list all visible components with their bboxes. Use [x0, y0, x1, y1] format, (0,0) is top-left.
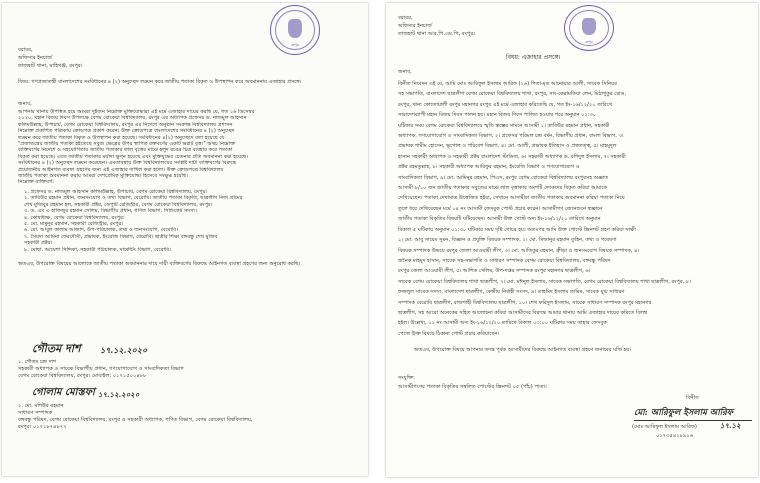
- signature-2: গোলাম মোস্তফা: [32, 387, 95, 398]
- signature-2-date: ১৭.১২.২০২০: [98, 390, 140, 399]
- enclosure-text: আসামীগণের পতাকা বিকৃতির সম্বলিত পোস্টের স্ক্রিনশট ০৫ (পাঁচ) পাতা।: [398, 384, 547, 390]
- signer-phone: ০১৭৩৫৪২৮৯২৬: [656, 433, 694, 439]
- to-line-2: অফিসার ইনচার্জ: [18, 55, 52, 61]
- signer-2-title: সাধারণ সম্পাদক: [18, 410, 53, 416]
- police-seal-right: রংপুর: [564, 5, 614, 51]
- signer-1-name: ১. গৌতম চন্দ্র দাশ: [18, 359, 57, 365]
- accused-list: ১. প্রফেসর ড. নাজমুল আহসান কলিমউল্লাহ, উপাচার্য, বেগম রোকেয়া বিশ্ববিদ্যালয়, রংপুর। ২. তাবিউর রহমান প্রধান, জনসংযোগ ও তথ্য বিভাগ, বেরোবি। জাতীয় পতাকা বিকৃতি, ছাত্রলীগ নিজ গ্রামের শেখ মুজিবুর রহমান হল, সহকারী প্রক্টর, ডেপুটি রেজিস্ট্রার, বেগম রোকেয়া বিশ্ববিদ্যালয়, রংপুর। ৩. ড. এম এ হাফিজুর রহমান সেলিম, বিভাগীয় প্রধান, গণিত বিভাগ, সিন্ডিকেট সদস্য। ৪. কোষাধ্যক্ষ, বেগম রোকেয়া বিশ্ববিদ্যালয়, রংপুর। ৫. মো. মামুনুর রহমান, সহকারী রেজিস্ট্রার, রংপুর। ৬. মো. আবুল কালাম আজাদ, উপ-পরিচালক, তথ্য ও জনসংযোগ, বেরোবি। ৭. সৈয়দা আমিনা ফেরদৌসী, প্রভাষক, ইংরেজি বিভাগ, বেরোবি। ছাত্রীর শিক্ষা বঙ্গবন্ধু শেখ মুজিব সহকারী প্রক্টর। ৮. মোছা. আয়েশা সিদ্দিকা, সহকারী পরিচালক, মার্কেটিং বিভাগ, বেরোবি।: [24, 189, 243, 253]
- signer-2-phone: রংপুর। ০১৭১৮৭৪৮৭৭: [18, 424, 67, 430]
- signoff: বিনীত: [686, 395, 699, 401]
- signature-date: ১৭.১২: [720, 421, 741, 430]
- to-line-1: বরাবর,: [398, 15, 413, 21]
- to-line-3: তাজহাট থানা আর.পি.এম.পি, রংপুর।: [398, 31, 476, 37]
- signature-1: গৌতম দাশ: [32, 342, 81, 355]
- enclosure-label: সংযুক্তি:: [398, 375, 415, 381]
- body-paragraph: বিনীত নিবেদন এই যে, আমি মোঃ আরিফুল ইসলাম আরিফ (২৬) পিতা-মৃত আনোয়ার আলী, সাবেক সিনিয়র সহ সভাপতি, বাংলাদেশ ছাত্রলীগ বেগম রোকেয়া বিশ্ববিদ্যালয় শাখা, রংপুর, সাং-কেরামতিয়া লেন, মিঠাপুকুর রোড, রংপুর, থানা কোতোয়ালী রংপুর মহানগর রংপুর এই মর্মে এজাহার করিতেছি যে, গত ইং-১৬/১২/২০ তারিখে সারাদেশব্যাপী মহান বিজয় দিবস পালন হয়। মহান বিজয় দিবস পালিত হওয়ার পরে অনুমান ০২:৩০ ঘটিকার সময় বেগম রোকেয়া বিশ্ববিদ্যালয়ে স্মৃতি স্তম্ভের সামনে আসামী ১। তাবিউর রহমান প্রধান, সহকারী অধ্যাপক, গণযোগাযোগ ও সাংবাদিকতা বিভাগ, ২। প্রফেসর পরিমল চন্দ্র বর্মন, বিভাগীয় প্রধান, বাংলা বিভাগ, ৩। প্রভাষক শামীম হোসেন, ভূগোল ও পরিবেশ বিভাগ, ৪। মো. আলী, প্রভাষক ইতিহাস ও প্রত্নতত্ত্ব, ৫। মাহমুদুল হাসান সহকারী অধ্যাপক ও সহকারী প্রক্টর বাংলাদেশ স্টাডিজ, ৬। সহকারী অধ্যাপক ড. রশিদুল ইসলাম, ৭। সহকারী প্রক্টর রহমতুল্লাহ, ৮। সহকারী অধ্যাপক আরিফুর রহমান, ইংরেজি বিভাগ ও গণযোগাযোগ ও সাংবাদিকতা বিভাগ, ৯। মো. আমিনুর রহমান, পিএস, রংপুর বেগম রোকেয়া বিশ্ববিদ্যালয় রংপুরসহ অজ্ঞাত আসামী ৮/১০ জন জাতীয় পতাকার সবুজের মাঝে লাল বৃত্তাকার অংশটি লোকদের বিকৃত করিয়া আমাকে দেখিয়েছেন। পতাকা দেখামাত্র উত্তেজিত হইয়া, সেখানে আসামীরা জাতীয় পতাকার অবমাননা করিয়া পতাকা নিয়ে তুলে ধরে দেখিয়েছেন মর্মে ০৪ নং আসামী ফেসবুক পোস্ট প্রচার করেন। আসামীগণ জেনেশুনে স্বজ্ঞানে জাতীয় পতাকা বিকৃতির বিষয়টি ঘটিয়েছেন। আসামী উক্ত পোস্ট অদ্য ইং-১৬/১২/২০ তারিখে অনুমান বিকাল ৫ ঘটিকায় অনুমান ০১:৩০ ঘটিকার সময় দৃষ্টি গোচর হয়। অতঃপর আমি উক্ত পোস্টে স্ক্রিনশট গ্রহণ করিয়া সাক্ষী ১। মো. আবু সায়েম সুমন, বিজ্ঞান ও প্রযুক্তি বিষয়ক সম্পাদক, ২। মো. মিজানুর রহমান তুহিন, তথ্য ও গবেষণা বিষয়ক সম্পাদক উভয়ে রংপুর জেলা আওয়ামী লীগ, ৩। মো. আতিকুর রহমান, ক্রীড়া ও জনসংযোগ বিষয়ক সম্পাদক, ৪। জনৈক মাহমুদ হাসান, সাবেক সহ-সভাপতি ও সাধারণ সম্পাদক বেগম রোকেয়া বিশ্ববিদ্যালয়, বঙ্গবন্ধু পরিষদ রংপুর জেলা আওয়ামী লীগ, ৫। আশিক সেলিম, উপ-দপ্তর সম্পাদক রংপুর মহানগর ছাত্রলীগ, ৬। সাবেক বেগম রোকেয়া বিশ্ববিদ্যালয় শাখা ছাত্রলীগ, ৭। মো. মঈনুল ইসলাম, সাবেক সভাপতি, বেগম রোকেয়া বিশ্ববিদ্যালয় শাখা ছাত্রলীগ, রংপুর, ৮। ফজলুল সাবেক সদস্য, বাংলাদেশ ছাত্রলীগ, কেন্দ্রীয় নির্বাহী সংসদ, ৯। তাহমিদ ইসলাম তামিম, সাবেক যুগ্ম সাধারণ সম্পাদক বেরোবি ছাত্রলীগ, রাজশাহী বিশ্ববিদ্যালয় ছাত্রলীগ, ১০। শেখ ফরিদুল ইসলাম, সাবেক সাধারণ সম্পাদক রংপুর মহানগর ছাত্রলীগ, সহ আরো অনেকের সহিত আলোচনা করিয়া আসামীদের বিরুদ্ধে আমার থানায় আমি এজাহার দায়ের করিতে বিলম্ব হইল। উল্লেখ্য, ০১ নং আসামী অদ্য ইং-১৬/১২/২০ তারিখে বিকাল ০৩:০০ ঘটিকার সময় তাহার ফেসবুক পেজে উক্ত বিষয়ে ঠিকানা পোস্ট প্রচার করিয়াছেন।: [398, 81, 692, 337]
- document-left: [2, 3, 368, 476]
- signer-2-org: বঙ্গবন্ধু পরিষদ, বেগম রোকেয়া বিশ্ববিদ্যালয়, রংপুর ও সহকারী অধ্যাপক, গণিত বিভাগ, বেগম রোকেয়া বিশ্ববিদ্যালয়,: [18, 417, 253, 423]
- signer-1-org: বেগম রোকেয়া বিশ্ববিদ্যালয়, রংপুর। মোবাইল: ০১৭১৫০০৪৮৮: [18, 373, 147, 379]
- to-line-2: অফিসার ইনচার্জ: [398, 23, 432, 29]
- closing-line: অতএব, উপরোক্ত বিষয়ের আলোকে জাতীয় পতাকা অবমাননার দায়ে দায়ী ব্যক্তিবর্গের বিরুদ্ধে আইনগত ব্যবস্থা গ্রহণের জন্য অনুরোধ করছি।: [18, 261, 301, 267]
- to-line-3: তাজহাট থানা, মাহিগঞ্জ, রংপুর।: [18, 63, 83, 69]
- subject-line: বিষয়: গণপ্রজাতন্ত্রী বাংলাদেশের সংবিধানের ৪ (২) অনুচ্ছেদ লঙ্ঘন করে জাতীয় পতাকা বিকৃত ও উপস্থাপন করে অবমাননার এজাহার প্রসঙ্গে।: [18, 79, 302, 85]
- salutation: জনাব,: [18, 101, 32, 107]
- signer-name: (মোঃ আরিফুল ইসলাম আরিফ): [632, 424, 697, 430]
- police-seal-left: রংপুর: [270, 5, 320, 55]
- to-line-1: বরাবর,: [18, 47, 33, 53]
- salutation: জনাব,: [398, 69, 412, 75]
- signer-1-title: সহকারী অধ্যাপক ও সাবেক বিভাগীয় প্রধান, গণযোগাযোগ ও সাংবাদিকতা বিভাগ: [18, 366, 184, 372]
- subject-line: বিষয়: এজাহার প্রসঙ্গে।: [506, 54, 561, 61]
- signature: মো: আরিফুল ইসলাম আরিফ: [634, 408, 734, 418]
- closing-line: অতএব, উপরোক্ত বিষয়ে আপনার তদন্ত পূর্বক আসামীদের বিরুদ্ধে আইনগত ব্যবস্থা গ্রহণে জনাবের মর্জি হয়।: [414, 347, 632, 353]
- signer-2-name: ২. মো. মশিউর রহমান: [18, 403, 64, 409]
- signature-1-date: ১৭.১২.২০২০: [100, 345, 148, 355]
- document-right: [386, 3, 758, 477]
- body-paragraph: আপনার থানায় উপস্থিত হয়ে আমরা দুইজন নিম্নোক্ত মুক্তিযোদ্ধারা এই মর্মে এজাহার দায়ের করছি যে, গত ১৬ ডিসেম্বর ২০২০, মহান বিজয় দিবস উপলক্ষে বেগম রোকেয়া বিশ্ববিদ্যালয়, রংপুর এর অধ্যাপক প্রফেসর ড. নাজমুল আহসান কলিমউল্লাহ, উপাচার্য, বেগম রোকেয়া বিশ্ববিদ্যালয়, রংপুর এর নির্দেশে অনুষ্ঠান সংক্রান্ত বিশ্ববিদ্যালয় প্রশাসন নিম্নোক্ত প্রকাশিত পত্রিকায় ক্রোড়পত্র প্রকাশ করেন। উক্ত ক্রোড়পত্রে বাংলাদেশের সংবিধানের ৪ (২) অনুচ্ছেদ লঙ্ঘন করে জাতীয় পতাকা বিকৃত ও উপস্থাপন করা হয়েছে। সংবিধানের ৪(২) অনুচ্ছেদে বলা হয়েছে যে "প্রজাতন্ত্রের জাতীয় পতাকা হইতেছে সবুজ ক্ষেত্রের উপর স্থাপিত রক্তবর্ণের একটি ভরাট বৃত্ত।" অথচ নিম্নোক্ত ব্যক্তিবর্গের নির্দেশে ও সহযোগিতায় জাতীয় পতাকার লাল বৃত্তের মাঝে হলুদ রঙের চিত্র ব্যবহার করে পতাকা বিকৃত করা হয়েছে। এতে জাতীয় পতাকার মর্যাদা ক্ষুণ্ন হয়েছে এবং মুক্তিযুদ্ধের চেতনার প্রতি অবমাননা করা হয়েছে। সংবিধানের ৪ (২) অনুচ্ছেদ লঙ্ঘন করেছেন। এমতাবস্থায় উক্ত বিশ্ববিদ্যালয়ের সংশ্লিষ্ট দায়ী ব্যক্তিবর্গের বিরুদ্ধে প্রয়োজনীয় আইনগত ব্যবস্থা গ্রহণের জন্য এই এজাহার দাখিল করা হলো। উক্ত ক্রোড়পত্রে বিশ্ববিদ্যালয় জাতীয় পতাকা অবমাননা করায় আমরা দেশপ্রেমিক মুক্তিযোদ্ধা হিসেবে সংক্ষুব্ধ হয়েছি। নিম্নোক্ত ব্যক্তিবর্গ:: [18, 109, 255, 186]
